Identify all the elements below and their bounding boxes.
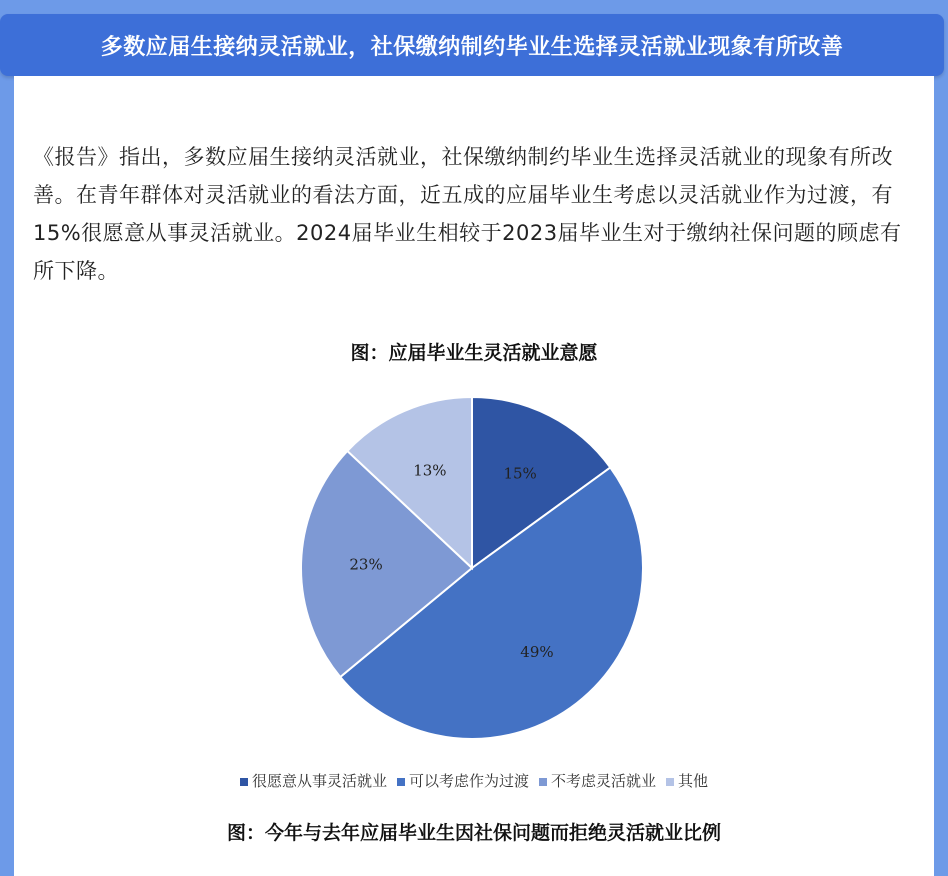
legend-swatch (397, 778, 405, 786)
legend-swatch (240, 778, 248, 786)
pie-slice-label: 49% (520, 642, 554, 661)
legend-label: 其他 (678, 772, 709, 790)
legend-item (539, 770, 656, 791)
page-title: 多数应届生接纳灵活就业，社保缴纳制约毕业生选择灵活就业现象有所改善 (100, 35, 844, 60)
legend-label: 很愿意从事灵活就业 (251, 772, 387, 790)
legend-item (666, 770, 708, 791)
content-panel (14, 76, 934, 876)
figure2-title: 图：今年与去年应届毕业生因社保问题而拒绝灵活就业比例 (226, 822, 721, 844)
chart-legend (14, 770, 934, 791)
legend-label: 不考虑灵活就业 (551, 772, 657, 790)
pie-slice-label: 15% (503, 464, 537, 483)
pie-slice-label: 23% (349, 555, 383, 574)
figure1-title: 图：应届毕业生灵活就业意愿 (350, 342, 598, 364)
header-banner (0, 14, 944, 76)
legend-swatch (666, 778, 674, 786)
article-paragraph: 《报告》指出，多数应届生接纳灵活就业，社保缴纳制约毕业生选择灵活就业的现象有所改善。在青年群体对灵活就业的看法方面，近五成的应届毕业生考虑以灵活就业作为过渡，有15%很愿意从事灵活就业。2024届毕业生相较于2023届毕业生对于缴纳社保问题的顾虑有所下降。 (33, 145, 902, 283)
pie-slice-label: 13% (413, 461, 447, 480)
legend-item (397, 770, 529, 791)
legend-item (240, 770, 387, 791)
legend-swatch (539, 778, 547, 786)
legend-label: 可以考虑作为过渡 (408, 772, 529, 790)
pie-chart (14, 76, 934, 766)
